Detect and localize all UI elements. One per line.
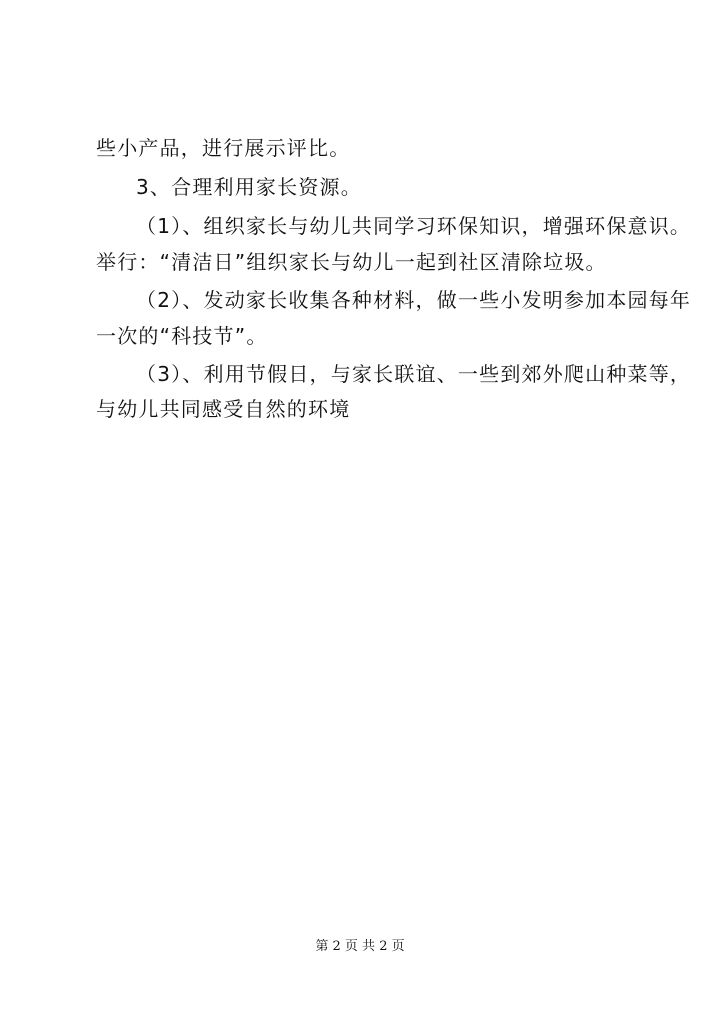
item-2-line-1: （2）、发动家长收集各种材料，做一些小发明参加本园每年	[136, 288, 692, 312]
section-heading-3: 3、合理利用家长资源。	[136, 175, 362, 199]
item-1-line-1: （1）、组织家长与幼儿共同学习环保知识，增强环保意识。	[136, 214, 692, 238]
item-2-line-2: 一次的“科技节”。	[96, 324, 268, 348]
body-line-1: 些小产品，进行展示评比。	[96, 136, 351, 160]
item-3-line-2: 与幼儿共同感受自然的环境	[96, 397, 351, 421]
page-number-footer: 第 2 页 共 2 页	[315, 939, 405, 954]
item-1-line-2: 举行：“清洁日”组织家长与幼儿一起到社区清除垃圾。	[96, 250, 607, 274]
item-3-line-1: （3）、利用节假日，与家长联谊、一些到郊外爬山种菜等，	[136, 362, 692, 386]
